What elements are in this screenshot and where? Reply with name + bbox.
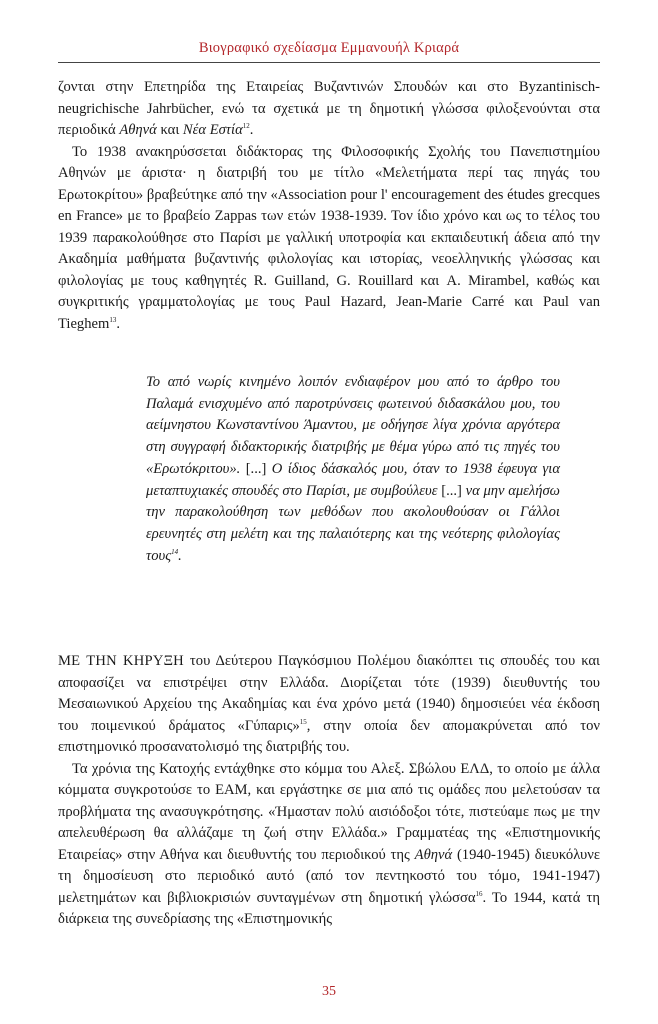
paragraph-text: και	[156, 122, 183, 138]
footnote-marker: 15	[299, 717, 307, 726]
paragraph-text: .	[249, 122, 254, 138]
journal-title: Νέα Εστία	[182, 122, 243, 138]
quote-text: Το από νωρίς κινημένο λοιπόν ενδιαφέρον μου από το άρθρο του Παλαμά ενισχυμένο από παροτρύνσεις φωτεινού διδασκάλου μου, του αείμνηστου Κωνσταντίνου Άμαντου, με οδήγησε λίγα χρόνια αργότερα στη συγγραφή διδακτορικής διατριβής με θέμα γύρω από τις πηγές του «Ερωτόκριτου».	[146, 374, 560, 477]
paragraph-text: Το 1938 ανακηρύσσεται διδάκτορας της Φιλοσοφικής Σχολής του Πανεπιστημίου Αθηνών με άριστα· η διατριβή του με τίτλο «Μελετήματα περί τας πηγάς του Ερωτοκρίτου» βραβεύτηκε από την «Association pour l' encouragement des études grecques en France» με το βραβείο Zappas των ετών 1938-1939. Τον ίδιο χρόνο και ως το τέλος του 1939 παρακολούθησε στο Παρίσι με γαλλική υποτροφία και εκπαιδευτική άδεια από την Ακαδημία μαθήματα βυζαντινής φιλολογίας και ιστορίας, νεοελληνικής γλώσσας και φιλολογίας με τους καθηγητές R. Guilland, G. Rouillard και A. Mirambel, καθώς και συγκριτικής γραμματολογίας με τους Paul Hazard, Jean-Marie Carré και Paul van Tieghem	[58, 143, 600, 332]
journal-title: Αθηνά	[119, 122, 157, 138]
running-head: Βιογραφικό σχεδίασμα Εμμανουήλ Κριαρά	[198, 40, 460, 56]
section-paragraph	[58, 651, 600, 759]
footnote-marker: 14	[171, 547, 179, 556]
paragraph-text: , στην οποία δεν απομακρύνεται από τον επιστημονικό προσανατολισμό της διατριβής του.	[58, 717, 600, 755]
paragraph	[58, 142, 600, 336]
body-text-lower	[58, 651, 600, 931]
body-text-upper	[58, 77, 600, 335]
block-quote	[146, 372, 560, 567]
page-number: 35	[322, 984, 336, 999]
section-lead-caps: ΜΕ ΤΗΝ ΚΗΡΥΞΗ	[58, 653, 184, 669]
quote-text: να μην αμελήσω την παρακολούθηση των μεθόδων που ακολουθούσαν οι Γάλλοι ερευνητές στη μελέτη και της παλαιότερης και της νεότερης φιλολογίας τους	[146, 482, 560, 564]
quote-ellipsis: [...]	[245, 460, 267, 477]
header-rule	[58, 62, 600, 63]
paragraph-text: Τα χρόνια της Κατοχής εντάχθηκε στο κόμμα του Αλεξ. Σβώλου ΕΛΔ, το οποίο με άλλα κόμματα συγκροτούσε το ΕΑΜ, και εργάστηκε σε μια από τις ομάδες που μελετούσαν τα προβλήματα της ανασυγκρότησης. «Ήμασταν πολύ αισιόδοξοι τότε, πιστεύαμε πως με την απελευθέρωση θα αλλάζαμε τη ζωή στην Ελλάδα.» Γραμματέας της «Επιστημονικής Εταιρείας» στην Αθήνα και διευθυντής του περιοδικού της	[58, 760, 600, 863]
paragraph-text: . Το 1944, κατά τη διάρκεια της συνεδρίασης της «Επιστημονικής	[58, 889, 600, 927]
paragraph-text: .	[116, 315, 121, 332]
paragraph-text: του Δεύτερου Παγκόσμιου Πολέμου διακόπτει τις σπουδές του και αποφασίζει να επιστρέψει στην Ελλάδα. Διορίζεται τότε (1939) διευθυντής του Μεσαιωνικού Αρχείου της Ακαδημίας και ένα χρόνο μετά (1940) δημοσιεύει νέα έκδοση του ποιμενικού δράματος «Γύπαρις»	[58, 653, 600, 734]
quote-text: .	[178, 547, 182, 564]
footnote-marker: 16	[475, 889, 483, 898]
footnote-marker: 12	[242, 122, 250, 131]
paragraph-text: (1940-1945) διευκόλυνε τη δημοσίευση στο περιοδικό αυτό (από τον πεντηκοστό του τόμο, 1941-1947) μελετημάτων και βιβλιοκρισιών συνταγμένων στη δημοτική γλώσσα	[58, 846, 600, 906]
paragraph-continuation	[58, 77, 600, 142]
journal-title: Αθηνά	[414, 846, 453, 863]
quote-ellipsis: [...]	[441, 482, 462, 499]
paragraph-text: ζονται στην Επετηρίδα της Εταιρείας Βυζαντινών Σπουδών και στο Byzantinisch-neugrichische Jahrbücher, ενώ τα σχετικά με τη δημοτική γλώσσα φιλοξενούνται στα περιοδικά	[58, 79, 600, 138]
footnote-marker: 13	[109, 315, 117, 324]
paragraph	[58, 759, 600, 931]
quote-text: Ο ίδιος δάσκαλός μου, όταν το 1938 έφευγα για μεταπτυχιακές σπουδές στο Παρίσι, με συμβούλευε	[146, 460, 560, 499]
